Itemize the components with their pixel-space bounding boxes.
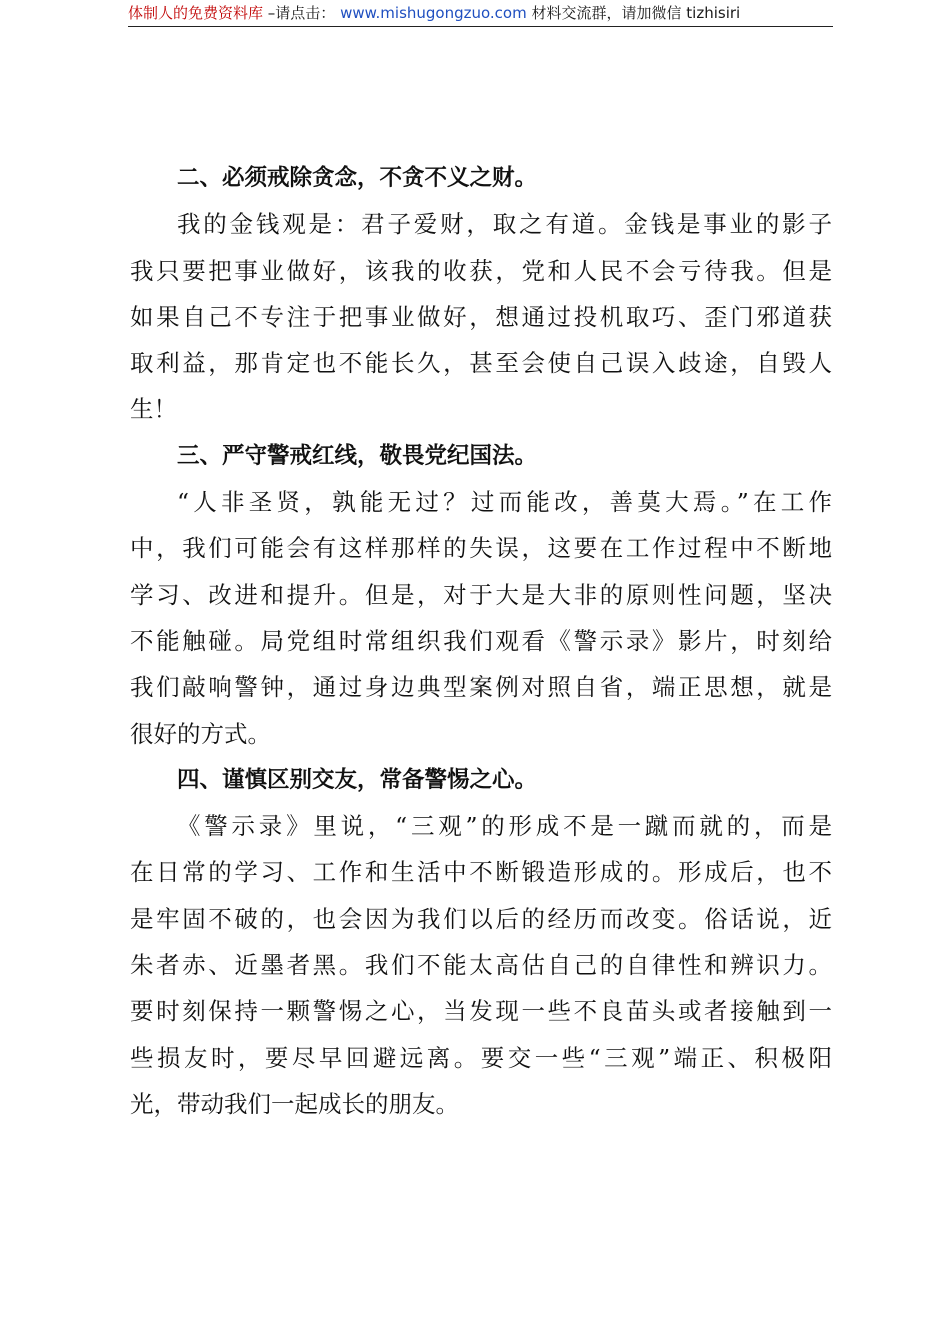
header-link[interactable]: www.mishugongzuo.com [340,4,527,22]
paragraph-line: 很好的方式。 [130,719,271,748]
paragraph-line: 我只要把事业做好，该我的收获，党和人民不会亏待我。但是 [130,256,832,285]
paragraph-line: 如果自己不专注于把事业做好，想通过投机取巧、歪门邪道获 [130,302,832,331]
paragraph-line: “人非圣贤，孰能无过？过而能改，善莫大焉。”在工作 [177,488,832,517]
paragraph-line: 《警示录》里说，“三观”的形成不是一蹴而就的，而是 [177,812,832,841]
paragraph-line: 是牢固不破的，也会因为我们以后的经历而改变。俗话说，近 [130,904,832,933]
paragraph-line: 生！ [130,395,177,424]
section-heading: 二、必须戒除贪念，不贪不义之财。 [177,165,538,191]
paragraph-line: 中，我们可能会有这样那样的失误，这要在工作过程中不断地 [130,534,832,563]
paragraph-line: 光，带动我们一起成长的朋友。 [130,1089,459,1118]
paragraph-line: 我们敲响警钟，通过身边典型案例对照自省，端正思想，就是 [130,673,832,702]
header-prompt: –请点击： [267,4,336,22]
header-tail: 材料交流群，请加微信 tizhisiri [531,4,741,22]
paragraph-line: 不能触碰。局党组时常组织我们观看《警示录》影片，时刻给 [130,626,832,655]
section-heading: 三、严守警戒红线，敬畏党纪国法。 [177,442,538,469]
paragraph-line: 要时刻保持一颗警惕之心，当发现一些不良苗头或者接触到一 [130,997,832,1026]
header-brand: 体制人的免费资料库 [128,4,264,22]
paragraph-line: 学习、改进和提升。但是，对于大是大非的原则性问题，坚决 [130,580,832,609]
page-header [128,0,833,27]
document-body [130,155,832,1127]
paragraph-line: 我的金钱观是：君子爱财，取之有道。金钱是事业的影子 [177,210,832,239]
paragraph-line: 朱者赤、近墨者黑。我们不能太高估自己的自律性和辨识力。 [130,951,832,980]
paragraph-line: 在日常的学习、工作和生活中不断锻造形成的。形成后，也不 [130,858,832,887]
section-heading: 四、谨慎区别交友，常备警惕之心。 [177,766,538,793]
paragraph-line: 些损友时，要尽早回避远离。要交一些“三观”端正、积极阳 [130,1043,832,1072]
paragraph-line: 取利益，那肯定也不能长久，甚至会使自己误入歧途，自毁人 [130,349,832,378]
